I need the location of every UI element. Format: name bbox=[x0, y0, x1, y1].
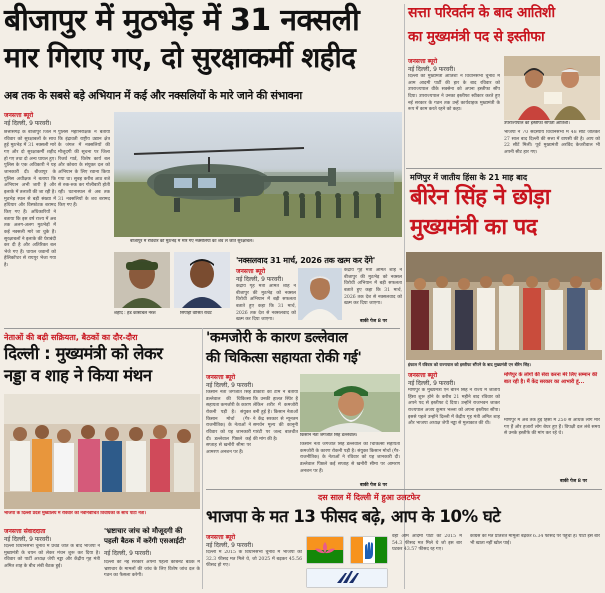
story8-byline-place: नई दिल्ली, 9 फरवरी। bbox=[104, 550, 152, 557]
story1-photo-caption: बीजापुर में रविवार को मुठभेड़ में मारे गए नक्सलियों का शव ले जाते सुरक्षाबल। bbox=[130, 239, 254, 244]
story7-byline-place: नई दिल्ली, 9 फरवरी। bbox=[206, 541, 254, 549]
story1-portrait-caption-1: शहीद : हेड कांस्टेबल नरेश bbox=[114, 311, 156, 316]
story5-body: दिल्ली विधानसभा चुनाव में प्रचंड जीत के बाद भाजपा ने मुख्यमंत्री के चयन को लेकर मंथन शुरू कर दिया है। रविवार को पार्टी अध्यक्ष जेपी नड्डा और केंद्रीय गृह मंत्री अमित शाह के बीच लंबी बैठक हुई। bbox=[4, 544, 100, 569]
story5-photo-bjp-meeting bbox=[4, 394, 200, 509]
story1-body-col1: छत्तीसगढ़ के बीजापुर जिले में रविवार को सुरक्षाबलों के साथ हुई मुठभेड़ में 31 नक्सली मारे गए और दो सुरक्षाकर्मी शहीद हो गए तथा दो अन्य घायल हुए। पुलिस के एक अधिकारी ने यह जानकारी दी। बीजापुर के पुलिस अधीक्षक ने बताया कि अभियान अभी जारी है और इलाके में तलाशी की जा रही है। मुठभेड़ स्थल से बड़ी संख्या में हथियार और विस्फोटक बरामद किए गए हैं। अधिकारियों ने बताया कि इस वर्ष राज्य में अब तक अलग-अलग मुठभेड़ों में कई नक्सली मारे जा चुके हैं। सुरक्षाबलों ने इलाके की घेराबंदी कर दी है और अतिरिक्त बल भेजे गए हैं। घायल जवानों को हेलिकॉप्टर से रायपुर भेजा गया है। bbox=[4, 130, 56, 269]
story3-quote-attr: बाकी पेज 8 पर bbox=[560, 479, 588, 484]
story4-body: केंद्रीय गृह मंत्री अमित शाह ने बीजापुर की मुठभेड़ को नक्सल विरोधी अभियान में बड़ी सफलता बताते हुए कहा कि 31 मार्च, 2026 तक देश से नक्सलवाद को खत्म कर दिया जाएगा। bbox=[236, 284, 296, 323]
story3-quote: मणिपुर के लोगों की सेवा करना मेरे लिए सम्मान की बात रही है। मैं केंद्र सरकार का आभारी हूं... bbox=[504, 372, 598, 385]
story4-continued: बाकी पेज 8 पर bbox=[360, 319, 388, 324]
story6-headline-line1: 'कमजोरी के कारण डल्लेवाल bbox=[206, 330, 348, 346]
aap-logo-icon bbox=[306, 568, 388, 588]
story1-portrait-2 bbox=[174, 252, 230, 308]
story1-headline-line1: बीजापुर में मुठभेड़ में 31 नक्सली bbox=[4, 3, 360, 38]
story1-portrait-1 bbox=[114, 252, 170, 308]
story3-byline-place: नई दिल्ली, 9 फरवरी। bbox=[408, 379, 456, 387]
story8-headline-line2: पहली बैठक में करेंगी एसआईटी' bbox=[104, 537, 187, 545]
story7-byline-agency: जनसत्ता ब्यूरो bbox=[206, 534, 236, 541]
story3-kicker: मणिपुर में जातीय हिंसा के 21 माह बाद bbox=[410, 173, 528, 182]
story6-photo-dallewal bbox=[300, 374, 400, 432]
story4-body-col2: केंद्रीय गृह मंत्री अमित शाह ने बीजापुर की मुठभेड़ को नक्सल विरोधी अभियान में बड़ी सफलता बताते हुए कहा कि 31 मार्च, 2026 तक देश से नक्सलवाद को खत्म कर दिया जाएगा। bbox=[344, 268, 402, 307]
story6-byline-agency: जनसत्ता ब्यूरो bbox=[206, 374, 236, 381]
story5-photo-caption: भाजपा के दिल्ली प्रदेश मुख्यालय में रविवार को नवनिर्वाचित विधायकों के साथ पार्टी नेता। bbox=[4, 511, 146, 516]
story2-photo-caption: उपराज्यपाल को इस्तीफा सौंपतीं आतिशी। bbox=[504, 121, 570, 126]
story8-body: दिल्ली की नई सरकार अपनी पहली कैबिनेट बैठक में भ्रष्टाचार के मामलों की जांच के लिए विशेष जांच दल के गठन का फैसला करेगी। bbox=[104, 560, 200, 579]
story6-photo-caption: किसान नेता जगजीत सिंह डल्लेवाल। bbox=[300, 433, 358, 438]
story5-byline-agency: जनसत्ता संवाददाता bbox=[4, 528, 46, 535]
story5-kicker: नेताओं की बढ़ी सक्रियता, बैठकों का दौर-दौरा bbox=[4, 333, 138, 342]
story2-photo-atishi bbox=[504, 56, 600, 120]
story7-body-col3: कांग्रेस का मत प्रतिशत मामूली बढ़कर 6.34 फीसद पर पहुंचा है। पार्टी इस बार भी खाता नहीं खोल पाई। bbox=[470, 534, 600, 546]
story5-byline-place: नई दिल्ली, 9 फरवरी। bbox=[4, 535, 52, 543]
story4-byline-agency: जनसत्ता ब्यूरो bbox=[236, 268, 266, 275]
congress-logo-icon bbox=[350, 536, 388, 564]
story7-body-col2: वहीं आम आदमी पार्टी को 2015 में 54.3 फीसद मत मिले थे जो इस बार घटकर 43.57 फीसद रह गए। bbox=[392, 534, 462, 553]
story4-headline: 'नक्सलवाद 31 मार्च, 2026 तक खत्म कर देंगे' bbox=[236, 256, 375, 265]
story3-byline-agency: जनसत्ता ब्यूरो bbox=[408, 372, 438, 379]
story5-headline-line1: दिल्ली : मुख्यमंत्री को लेकर bbox=[4, 344, 163, 363]
story3-body-col1: मणिपुर के मुख्यमंत्री एन बीरेन सिंह ने राज्य में जातीय हिंसा शुरू होने के करीब 21 महीने बाद रविवार को अपने पद से इस्तीफा दे दिया। उन्होंने राजभवन जाकर राज्यपाल अजय कुमार भल्ला को अपना इस्तीफा सौंपा। इससे पहले उन्होंने दिल्ली में केंद्रीय गृह मंत्री अमित शाह और भाजपा अध्यक्ष जेपी नड्डा से मुलाकात की थी। bbox=[408, 388, 500, 427]
story2-headline-line2: का मुख्यमंत्री पद से इस्तीफा bbox=[408, 29, 545, 45]
bjp-logo-icon bbox=[306, 536, 344, 564]
story2-headline-line1: सत्ता परिवर्तन के बाद आतिशी bbox=[408, 5, 555, 21]
story2-byline-place: नई दिल्ली, 9 फरवरी। bbox=[408, 65, 456, 73]
story7-headline: भाजपा के मत 13 फीसद बढ़े, आप के 10% घटे bbox=[206, 507, 501, 526]
story4-byline-place: नई दिल्ली, 9 फरवरी। bbox=[236, 275, 284, 283]
story1-photo-helicopter bbox=[114, 112, 402, 237]
story1-byline-place: नई दिल्ली, 9 फरवरी। bbox=[4, 119, 52, 127]
story6-byline-place: नई दिल्ली, 9 फरवरी। bbox=[206, 381, 254, 389]
story2-byline-agency: जनसत्ता ब्यूरो bbox=[408, 58, 438, 65]
story2-body-col1: दिल्ली की मुख्यमंत्री आतिशी ने विधानसभा चुनाव में आम आदमी पार्टी की हार के बाद रविवार को उपराज्यपाल वीके सक्सेना को अपना इस्तीफा सौंप दिया। उपराज्यपाल ने उनका इस्तीफा स्वीकार करते हुए नई सरकार के गठन तक उन्हें कार्यवाहक मुख्यमंत्री के रूप में काम करते रहने को कहा। bbox=[408, 74, 500, 113]
story3-photo-biren-singh bbox=[406, 252, 602, 360]
story3-headline-line2: मुख्यमंत्री का पद bbox=[410, 215, 537, 240]
story7-kicker: दस साल में दिल्ली में हुआ उलटफेर bbox=[318, 493, 420, 502]
story2-body-col2: भाजपा ने 70 सदस्यीय विधानसभा में 48 सीट जीतकर 27 साल बाद दिल्ली की सत्ता में वापसी की है। आप को 22 सीटें मिलीं। पूर्व मुख्यमंत्री अरविंद केजरीवाल भी अपनी सीट हार गए। bbox=[504, 130, 600, 155]
story3-headline-line1: बीरेन सिंह ने छोड़ा bbox=[410, 185, 550, 210]
story1-subheadline: अब तक के सबसे बड़े अभियान में कई और नक्सलियों के मारे जाने की संभावना bbox=[4, 89, 302, 102]
story4-photo-shah bbox=[298, 268, 342, 320]
story1-body-col2: पुलिस महानिरीक्षक ने बताया कि इंद्रावती राष्ट्रीय उद्यान क्षेत्र के जंगल में नक्सलियों की मौजूदगी की सूचना पर जिला रिजर्व गार्ड, विशेष कार्य बल और कोबरा के संयुक्त दल को अभियान के लिए रवाना किया गया था। सुबह करीब आठ बजे से रुक-रुक कर गोलीबारी होती रही। घटनास्थल से अब तक 31 नक्सलियों के शव बरामद किए गए हैं। bbox=[58, 130, 110, 209]
story8-headline-line1: 'भ्रष्टाचार जांच को मौजूदगी की bbox=[104, 527, 183, 535]
story6-body-col3: किसान नेता जगजीत सिंह डल्लेवाल की चिकित्सा सहायता कमजोरी के कारण रोकनी पड़ी है। संयुक्त किसान मोर्चा (गैर-राजनीतिक) के नेताओं ने रविवार को यह जानकारी दी। डल्लेवाल पिछले कई सप्ताह से खनौरी सीमा पर आमरण अनशन पर हैं। bbox=[300, 442, 400, 474]
story1-portrait-caption-2: सिपाही वासित रावटे bbox=[180, 311, 212, 316]
story3-photo-caption: इंफाल में रविवार को राज्यपाल को इस्तीफा सौंपने के बाद मुख्यमंत्री एन बीरेन सिंह। bbox=[408, 362, 531, 367]
story7-body-col1: दिल्ली में 2015 के विधानसभा चुनाव में भाजपा को 32.3 फीसद मत मिले थे, जो 2025 में बढ़कर 45.56 फीसद हो गए। bbox=[206, 550, 302, 569]
story3-body-col2: मणिपुर में अब तक हुई हिंसा में 250 से अधिक लोग मारे गए हैं और हजारों लोग बेघर हुए हैं। विपक्षी दल लंबे समय से उनके इस्तीफे की मांग कर रहे थे। bbox=[504, 418, 600, 437]
story6-body-col1: किसान नेता जगजीत सिंह डल्लेवाल की चिकित्सा सहायता कमजोरी के कारण रोकनी पड़ी है। संयुक्त किसान मोर्चा (गैर-राजनीतिक) के नेताओं ने रविवार को यह जानकारी दी। डल्लेवाल पिछले कई सप्ताह से खनौरी सीमा पर आमरण अनशन पर हैं। bbox=[206, 390, 251, 455]
story6-body-col2: डॉक्टरों की टीम ने बताया कि उनकी हालत स्थिर है लेकिन शरीर में कमजोरी बनी हुई है। किसान नेताओं ने केंद्र सरकार से न्यूनतम समर्थन मूल्य की कानूनी गारंटी पर जल्द बातचीत की मांग की है। bbox=[253, 390, 298, 442]
story1-headline-line2: मार गिराए गए, दो सुरक्षाकर्मी शहीद bbox=[4, 41, 356, 74]
story1-byline-agency: जनसत्ता ब्यूरो bbox=[4, 112, 34, 119]
story6-headline-line2: की चिकित्सा सहायता रोकी गई' bbox=[206, 350, 362, 366]
story6-continued: बाकी पेज 8 पर bbox=[360, 483, 388, 488]
story5-headline-line2: नड्डा व शाह ने किया मंथन bbox=[4, 366, 152, 385]
